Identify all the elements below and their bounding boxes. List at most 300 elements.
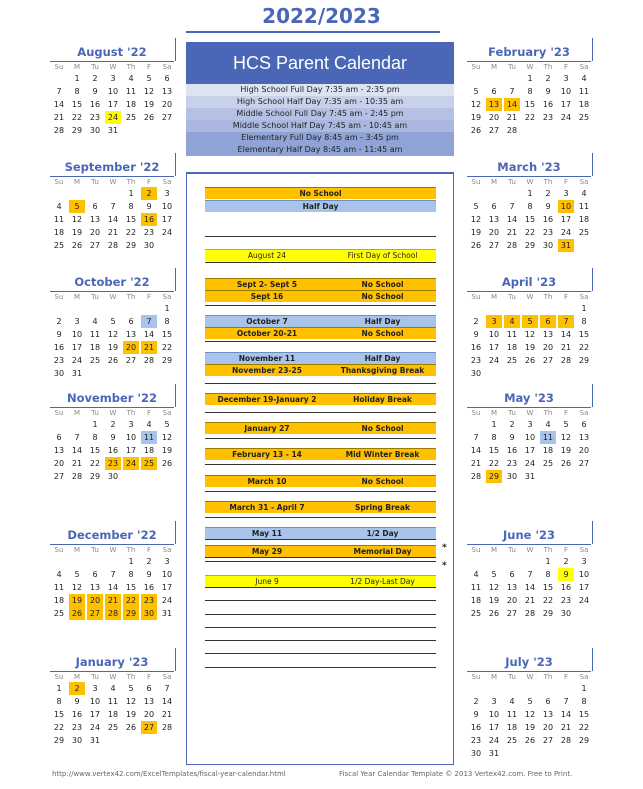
weekday-label: W	[526, 293, 534, 301]
calendar-day: 14	[560, 330, 572, 339]
calendar-day: 24	[161, 596, 173, 605]
calendar-day: 2	[509, 420, 515, 429]
calendar-day: 3	[164, 189, 170, 198]
weekday-label: M	[73, 63, 81, 71]
calendar-day: 25	[141, 457, 157, 470]
event-label: Half Day	[364, 354, 401, 363]
calendar-day: 13	[143, 697, 155, 706]
month-calendar	[50, 654, 174, 747]
weekday-label: Sa	[579, 63, 589, 71]
calendar-day: 21	[53, 113, 65, 122]
year-underline	[186, 31, 440, 33]
schedule-row: Elementary Half Day 8:45 am - 11:45 am	[186, 144, 454, 156]
ruled-line	[205, 653, 436, 654]
month-calendar	[467, 527, 591, 620]
calendar-day: 26	[524, 356, 536, 365]
weekday-label: Th	[543, 409, 553, 417]
weekday-label: M	[73, 673, 81, 681]
weekday-label: Tu	[508, 293, 516, 301]
calendar-day: 13	[53, 446, 65, 455]
empty-day	[486, 72, 502, 85]
calendar-day: 3	[74, 317, 80, 326]
calendar-day: 30	[107, 472, 119, 481]
ruled-line	[205, 517, 436, 518]
calendar-day: 26	[107, 356, 119, 365]
month-grid	[468, 672, 591, 760]
calendar-day: 7	[563, 697, 569, 706]
calendar-day: 13	[161, 87, 173, 96]
weekday-label: Su	[54, 178, 64, 186]
event-label: Memorial Day	[353, 547, 412, 556]
asterisk-note: *	[442, 561, 447, 571]
calendar-day: 15	[71, 100, 83, 109]
ruled-line	[205, 557, 436, 558]
empty-day	[69, 418, 85, 431]
calendar-day: 6	[164, 74, 170, 83]
weekday-label: Th	[543, 546, 553, 554]
event-date: February 13 - 14	[232, 450, 302, 459]
calendar-day: 3	[110, 74, 116, 83]
empty-day	[486, 187, 502, 200]
calendar-day: 1	[164, 304, 170, 313]
month-grid	[51, 177, 174, 252]
weekday-label: Tu	[508, 178, 516, 186]
calendar-day: 29	[71, 126, 83, 135]
empty-day	[123, 302, 139, 315]
month-calendar	[50, 527, 174, 620]
calendar-day: 11	[578, 87, 590, 96]
calendar-day: 2	[545, 74, 551, 83]
calendar-day: 12	[125, 697, 137, 706]
calendar-day: 29	[123, 607, 139, 620]
weekday-label: F	[563, 409, 569, 417]
calendar-day: 29	[161, 356, 173, 365]
calendar-day: 25	[506, 736, 518, 745]
weekday-label: Su	[54, 63, 64, 71]
calendar-day: 3	[92, 684, 98, 693]
weekday-label: Th	[126, 546, 136, 554]
calendar-day: 10	[125, 433, 137, 442]
calendar-day: 22	[89, 459, 101, 468]
calendar-day: 14	[107, 215, 119, 224]
calendar-day: 11	[470, 583, 482, 592]
empty-day	[69, 555, 85, 568]
calendar-day: 2	[69, 682, 85, 695]
calendar-day: 8	[581, 317, 587, 326]
event-date: October 7	[246, 317, 288, 326]
empty-day	[504, 187, 520, 200]
calendar-day: 9	[92, 87, 98, 96]
calendar-day: 14	[560, 710, 572, 719]
calendar-day: 10	[89, 697, 101, 706]
weekday-label: Th	[126, 293, 136, 301]
weekday-label: F	[146, 63, 152, 71]
calendar-day: 20	[506, 596, 518, 605]
calendar-day: 24	[161, 228, 173, 237]
calendar-day: 12	[524, 330, 536, 339]
calendar-day: 21	[141, 341, 157, 354]
calendar-day: 1	[128, 557, 134, 566]
calendar-day: 22	[53, 723, 65, 732]
calendar-day: 15	[161, 330, 173, 339]
calendar-day: 17	[560, 100, 572, 109]
calendar-day: 18	[53, 228, 65, 237]
calendar-day: 12	[470, 100, 482, 109]
empty-day	[468, 72, 484, 85]
empty-day	[468, 418, 484, 431]
calendar-day: 30	[470, 749, 482, 758]
calendar-day: 10	[71, 330, 83, 339]
empty-day	[558, 302, 574, 315]
event-date: May 11	[251, 529, 283, 538]
calendar-day: 12	[143, 87, 155, 96]
calendar-day: 25	[578, 113, 590, 122]
calendar-day: 23	[89, 113, 101, 122]
calendar-day: 6	[128, 317, 134, 326]
calendar-day: 16	[89, 100, 101, 109]
calendar-day: 8	[581, 697, 587, 706]
event-date: Sept 16	[250, 292, 284, 301]
calendar-day: 1	[581, 684, 587, 693]
weekday-label: Th	[543, 293, 553, 301]
weekday-label: Tu	[508, 546, 516, 554]
calendar-day: 15	[89, 446, 101, 455]
calendar-day: 17	[488, 723, 500, 732]
calendar-day: 14	[71, 446, 83, 455]
calendar-day: 12	[524, 710, 536, 719]
weekday-label: F	[563, 673, 569, 681]
calendar-day: 19	[143, 100, 155, 109]
calendar-day: 27	[87, 607, 103, 620]
calendar-day: 10	[560, 87, 572, 96]
event-label: Thanksgiving Break	[340, 366, 425, 375]
calendar-day: 4	[146, 420, 152, 429]
event-label: First Day of School	[347, 251, 418, 260]
calendar-day: 17	[488, 343, 500, 352]
weekday-label: Sa	[162, 409, 172, 417]
weekday-label: Sa	[579, 546, 589, 554]
weekday-label: Sa	[579, 673, 589, 681]
calendar-day: 23	[506, 459, 518, 468]
calendar-day: 18	[578, 100, 590, 109]
weekday-label: Tu	[508, 673, 516, 681]
calendar-day: 22	[71, 113, 83, 122]
calendar-day: 2	[545, 189, 551, 198]
calendar-day: 30	[53, 369, 65, 378]
calendar-day: 4	[504, 315, 520, 328]
ruled-line	[205, 627, 436, 628]
month-grid	[468, 408, 591, 483]
weekday-label: M	[490, 293, 498, 301]
weekday-label: M	[73, 178, 81, 186]
calendar-day: 31	[107, 126, 119, 135]
calendar-day: 19	[161, 446, 173, 455]
calendar-day: 14	[107, 583, 119, 592]
calendar-day: 28	[524, 609, 536, 618]
event-row	[205, 249, 436, 261]
calendar-day: 1	[581, 304, 587, 313]
calendar-day: 4	[128, 74, 134, 83]
calendar-day: 6	[545, 697, 551, 706]
calendar-day: 10	[524, 433, 536, 442]
calendar-day: 31	[161, 609, 173, 618]
calendar-day: 25	[107, 723, 119, 732]
event-date: March 10	[247, 477, 287, 486]
calendar-day: 5	[473, 202, 479, 211]
calendar-day: 22	[123, 594, 139, 607]
calendar-day: 19	[71, 228, 83, 237]
calendar-day: 23	[542, 113, 554, 122]
calendar-day: 20	[488, 228, 500, 237]
calendar-day: 27	[542, 736, 554, 745]
calendar-day: 11	[89, 330, 101, 339]
calendar-day: 16	[506, 446, 518, 455]
ruled-line	[205, 491, 436, 492]
calendar-day: 26	[143, 113, 155, 122]
calendar-day: 11	[506, 710, 518, 719]
calendar-day: 19	[524, 343, 536, 352]
calendar-day: 4	[92, 317, 98, 326]
calendar-day: 6	[509, 570, 515, 579]
weekday-label: Th	[126, 673, 136, 681]
schedule-row: High School Full Day 7:35 am - 2:35 pm	[186, 84, 454, 96]
weekday-label: Tu	[508, 63, 516, 71]
schedule-row: Middle School Half Day 7:45 am - 10:45 am	[186, 120, 454, 132]
event-label: Spring Break	[355, 503, 410, 512]
calendar-day: 26	[69, 607, 85, 620]
empty-day	[468, 682, 484, 695]
weekday-label: M	[490, 63, 498, 71]
calendar-day: 22	[578, 723, 590, 732]
calendar-day: 3	[128, 420, 134, 429]
calendar-day: 26	[470, 241, 482, 250]
calendar-day: 20	[143, 710, 155, 719]
calendar-day: 6	[581, 420, 587, 429]
calendar-day: 6	[92, 202, 98, 211]
event-label: No School	[361, 329, 404, 338]
weekday-label: W	[526, 178, 534, 186]
weekday-label: Su	[54, 409, 64, 417]
calendar-day: 8	[56, 697, 62, 706]
calendar-day: 16	[542, 100, 554, 109]
calendar-day: 20	[542, 343, 554, 352]
calendar-day: 19	[470, 113, 482, 122]
calendar-day: 10	[558, 200, 574, 213]
calendar-day: 16	[143, 583, 155, 592]
empty-day	[486, 682, 502, 695]
ruled-line	[205, 262, 436, 263]
weekday-label: M	[73, 409, 81, 417]
empty-day	[540, 302, 556, 315]
month-calendar	[50, 44, 174, 137]
calendar-day: 1	[527, 74, 533, 83]
calendar-day: 22	[524, 228, 536, 237]
calendar-day: 10	[161, 202, 173, 211]
weekday-label: W	[109, 293, 117, 301]
weekday-label: M	[490, 546, 498, 554]
calendar-day: 20	[578, 446, 590, 455]
calendar-day: 21	[506, 113, 518, 122]
calendar-day: 29	[542, 609, 554, 618]
weekday-label: Th	[543, 178, 553, 186]
calendar-day: 2	[92, 74, 98, 83]
empty-day	[558, 682, 574, 695]
calendar-day: 30	[560, 609, 572, 618]
event-date: August 24	[247, 251, 287, 260]
calendar-day: 2	[563, 557, 569, 566]
calendar-day: 30	[470, 369, 482, 378]
calendar-day: 26	[488, 609, 500, 618]
calendar-day: 14	[53, 100, 65, 109]
calendar-day: 28	[560, 356, 572, 365]
weekday-label: Tu	[91, 546, 99, 554]
calendar-day: 16	[141, 213, 157, 226]
event-row	[205, 422, 436, 434]
year-title: 2022/2023	[262, 4, 381, 28]
calendar-day: 7	[74, 433, 80, 442]
calendar-day: 18	[89, 343, 101, 352]
event-row	[205, 187, 436, 199]
calendar-day: 16	[470, 343, 482, 352]
event-row	[205, 315, 436, 327]
calendar-day: 27	[141, 721, 157, 734]
calendar-day: 23	[53, 356, 65, 365]
calendar-day: 4	[56, 570, 62, 579]
weekday-label: Tu	[508, 409, 516, 417]
calendar-day: 15	[524, 100, 536, 109]
calendar-day: 13	[125, 330, 137, 339]
calendar-day: 21	[107, 228, 119, 237]
empty-day	[522, 555, 538, 568]
calendar-day: 6	[540, 315, 556, 328]
calendar-day: 21	[506, 228, 518, 237]
calendar-day: 6	[56, 433, 62, 442]
calendar-day: 20	[488, 113, 500, 122]
empty-day	[522, 302, 538, 315]
schedule-row: High School Half Day 7:35 am - 10:35 am	[186, 96, 454, 108]
calendar-day: 9	[110, 433, 116, 442]
calendar-day: 11	[53, 583, 65, 592]
events-panel-top-border	[186, 172, 454, 174]
calendar-day: 11	[540, 431, 556, 444]
calendar-day: 12	[161, 433, 173, 442]
calendar-day: 4	[581, 74, 587, 83]
calendar-title: HCS Parent Calendar	[186, 42, 454, 84]
calendar-day: 30	[141, 607, 157, 620]
calendar-day: 8	[491, 433, 497, 442]
empty-day	[69, 187, 85, 200]
empty-day	[51, 302, 67, 315]
calendar-day: 5	[491, 570, 497, 579]
weekday-label: Th	[543, 63, 553, 71]
weekday-label: Su	[471, 178, 481, 186]
weekday-label: Su	[471, 293, 481, 301]
weekday-label: Tu	[91, 178, 99, 186]
calendar-day: 27	[161, 113, 173, 122]
calendar-day: 16	[53, 343, 65, 352]
calendar-day: 21	[71, 459, 83, 468]
calendar-day: 2	[141, 187, 157, 200]
month-grid	[51, 62, 174, 137]
calendar-day: 19	[524, 723, 536, 732]
weekday-label: Th	[543, 673, 553, 681]
empty-day	[468, 187, 484, 200]
calendar-day: 12	[107, 330, 119, 339]
event-label: Holiday Break	[353, 395, 412, 404]
footer-credit: Fiscal Year Calendar Template © 2013 Vertex42.com. Free to Print.	[339, 770, 573, 778]
calendar-day: 24	[105, 111, 121, 124]
weekday-label: Sa	[162, 63, 172, 71]
ruled-line	[205, 412, 436, 413]
event-date: November 11	[238, 354, 296, 363]
calendar-day: 9	[473, 710, 479, 719]
calendar-day: 9	[545, 87, 551, 96]
calendar-day: 17	[161, 583, 173, 592]
event-row	[205, 352, 436, 364]
calendar-day: 15	[125, 583, 137, 592]
calendar-day: 1	[128, 189, 134, 198]
month-title: May '23	[467, 390, 591, 408]
month-calendar	[467, 654, 591, 760]
event-date: June 9	[255, 577, 279, 586]
calendar-day: 13	[542, 330, 554, 339]
ruled-line	[205, 640, 436, 641]
month-title: March '23	[467, 159, 591, 177]
weekday-label: Sa	[579, 293, 589, 301]
calendar-day: 26	[161, 459, 173, 468]
weekday-label: Su	[54, 293, 64, 301]
calendar-day: 21	[161, 710, 173, 719]
calendar-day: 29	[125, 241, 137, 250]
month-title: August '22	[50, 44, 174, 62]
calendar-day: 25	[506, 356, 518, 365]
month-calendar	[50, 390, 174, 483]
calendar-day: 18	[143, 446, 155, 455]
calendar-day: 24	[123, 457, 139, 470]
empty-day	[51, 555, 67, 568]
calendar-day: 3	[491, 697, 497, 706]
weekday-label: F	[146, 673, 152, 681]
calendar-day: 7	[56, 87, 62, 96]
weekday-label: Sa	[162, 673, 172, 681]
empty-day	[87, 302, 103, 315]
calendar-day: 20	[542, 723, 554, 732]
calendar-day: 17	[107, 100, 119, 109]
calendar-day: 29	[578, 356, 590, 365]
empty-day	[468, 555, 484, 568]
calendar-day: 28	[506, 241, 518, 250]
calendar-day: 16	[470, 723, 482, 732]
event-row	[205, 527, 436, 539]
weekday-label: F	[146, 409, 152, 417]
event-label: No School	[361, 292, 404, 301]
month-title: December '22	[50, 527, 174, 545]
calendar-day: 29	[53, 736, 65, 745]
calendar-day: 13	[486, 98, 502, 111]
weekday-label: W	[109, 409, 117, 417]
calendar-day: 6	[146, 684, 152, 693]
calendar-day: 7	[509, 87, 515, 96]
calendar-day: 24	[89, 723, 101, 732]
calendar-day: 28	[470, 472, 482, 481]
calendar-day: 27	[89, 241, 101, 250]
empty-day	[141, 302, 157, 315]
calendar-day: 27	[488, 241, 500, 250]
ruled-line	[205, 600, 436, 601]
calendar-day: 14	[524, 583, 536, 592]
calendar-day: 8	[128, 202, 134, 211]
legend-label: Half Day	[302, 202, 339, 211]
